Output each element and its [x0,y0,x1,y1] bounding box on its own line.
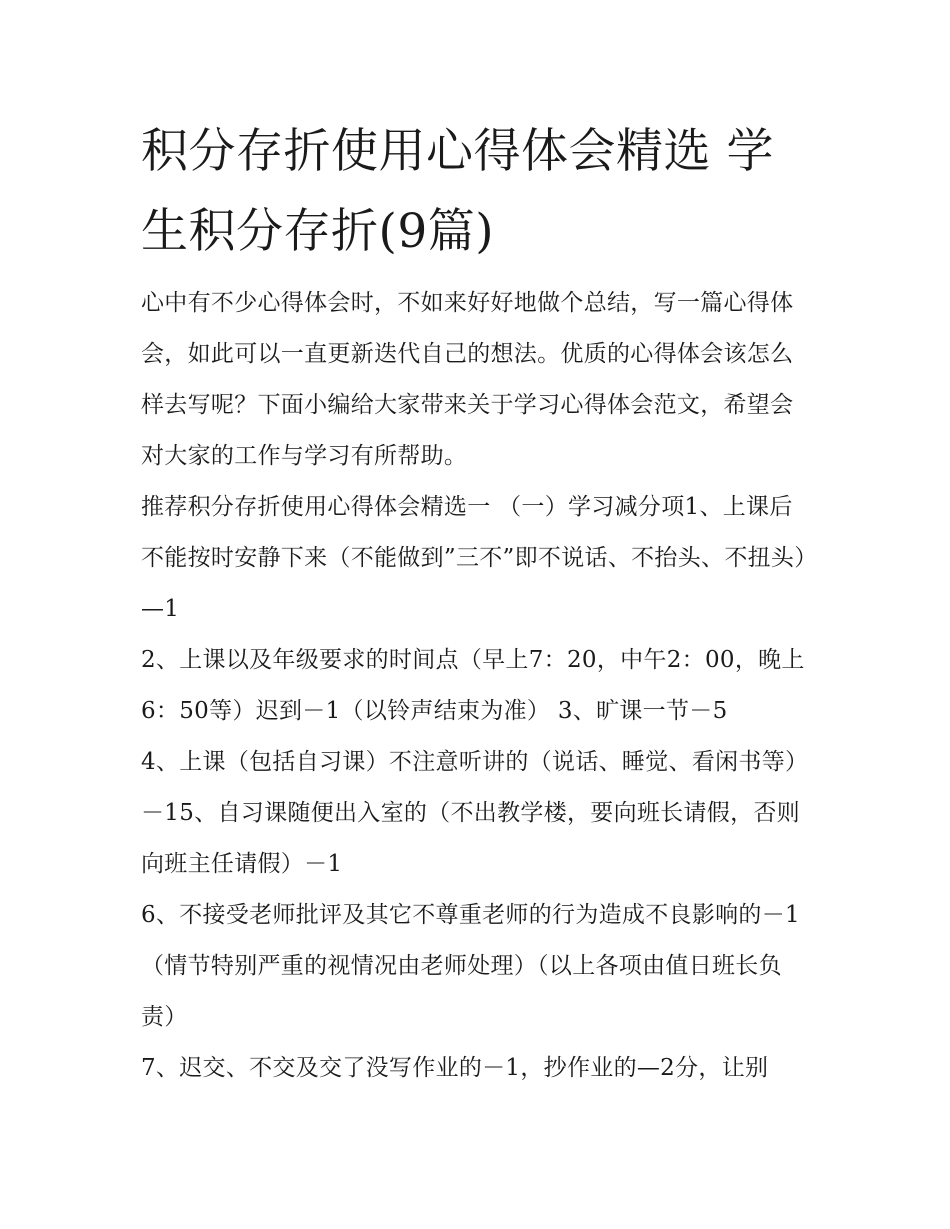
document-page [141,112,813,1094]
paragraph-item-4-5: 4、上课（包括自习课）不注意听讲的（说话、睡觉、看闲书等）－15、自习课随便出入室的（不出教学楼，要向班长请假，否则向班主任请假）－1 [141,749,809,877]
document-body [141,278,813,1094]
paragraph-item-6: 6、不接受老师批评及其它不尊重老师的行为造成不良影响的－1（情节特别严重的视情况由老师处理）（以上各项由值日班长负责） [141,902,800,1030]
paragraph-item-1: 推荐积分存折使用心得体会精选一 （一）学习减分项1、上课后不能按时安静下来（不能做到”三不”即不说话、不抬头、不扭头）—1 [141,494,807,622]
paragraph-item-2-3: 2、上课以及年级要求的时间点（早上7：20，中午2：00，晚上6：50等）迟到－1（以铃声结束为准） 3、旷课一节－5 [141,647,805,724]
paragraph-intro: 心中有不少心得体会时，不如来好好地做个总结，写一篇心得体会，如此可以一直更新迭代自己的想法。优质的心得体会该怎么样去写呢？下面小编给大家带来关于学习心得体会范文，希望会对大家的工作与学习有所帮助。 [141,290,794,469]
document-title: 积分存折使用心得体会精选 学生积分存折(9篇) [141,124,774,259]
paragraph-item-7: 7、迟交、不交及交了没写作业的－1，抄作业的—2分，让别 [141,1055,769,1081]
